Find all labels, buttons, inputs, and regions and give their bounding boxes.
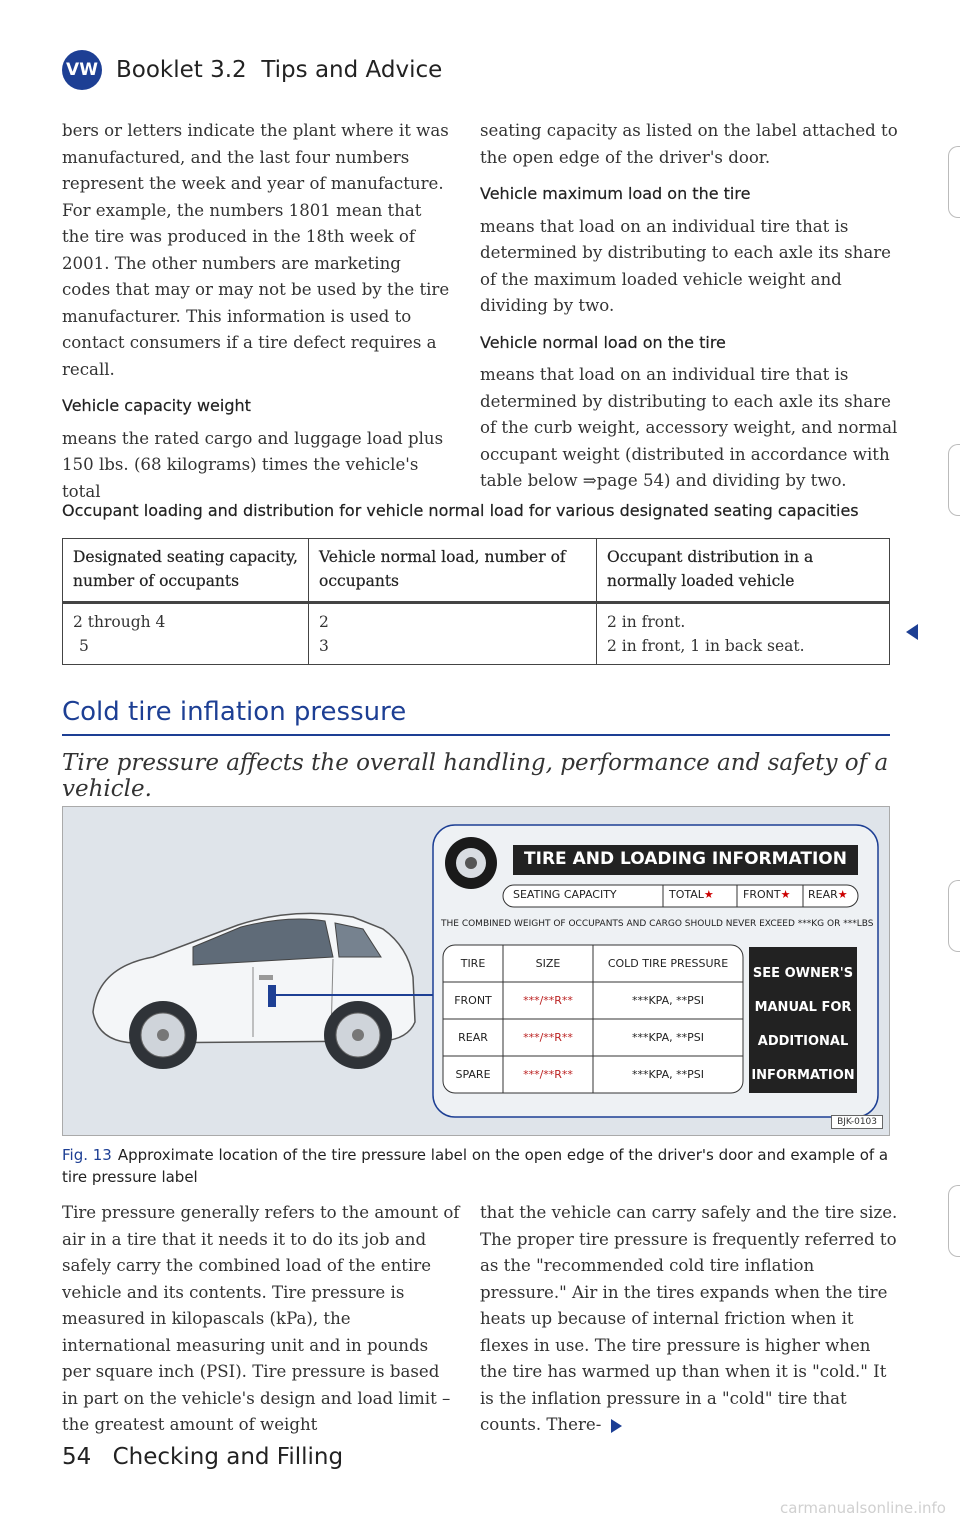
star-icon: ★	[780, 888, 791, 901]
page-footer	[62, 1444, 343, 1470]
section-subtitle: Tire pressure affects the overall handling, performance and safety of a vehicle.	[62, 750, 889, 802]
left-column	[62, 118, 452, 515]
star-icon: ★	[837, 888, 848, 901]
rear-label: REAR★	[808, 888, 848, 901]
owner-line: INFORMATION	[751, 1068, 855, 1083]
cell-line: 2	[319, 613, 329, 631]
paragraph-normal-load: means that load on an individual tire that is determined by distributing to each axle its share of the curb weight, accessory weight, and normal occupant weight (distributed in accordance with table below ⇒page 54) and dividing by two.	[480, 365, 898, 490]
label-title: TIRE AND LOADING INFORMATION	[524, 849, 847, 869]
paragraph-cold-pressure: that the vehicle can carry safely and the tire size. The proper tire pressure is frequently referred to as the "recommended cold tire inflation pressure." Air in the tires expands when the tire heats up because of internal friction when it flexes in use. The tire pressure is higher when the tire has warmed up than when it is "cold." It is the inflation pressure in a "cold" tire that counts. There-	[480, 1203, 898, 1434]
right-column	[480, 118, 900, 505]
bottom-left-column	[62, 1200, 460, 1449]
owner-line: SEE OWNER'S	[752, 966, 854, 981]
paragraph-capacity-weight: means the rated cargo and luggage load plus 150 lbs. (68 kilograms) times the vehicle's total	[62, 428, 444, 501]
figure-caption	[62, 1144, 890, 1188]
seating-capacity-row	[503, 888, 858, 908]
table-header-row	[63, 539, 890, 603]
chapter-title: Tips and Advice	[261, 57, 443, 83]
watermark: carmanualsonline.info	[780, 1499, 946, 1517]
figure-number: Fig. 13	[62, 1146, 112, 1164]
figure-tire-label	[62, 806, 890, 1136]
heading-normal-load: Vehicle normal load on the tire	[480, 332, 726, 352]
table-header-cell: Vehicle normal load, number of occupants	[309, 539, 597, 603]
see-owner-manual-block	[749, 957, 857, 1093]
owner-line: ADDITIONAL	[757, 1034, 849, 1049]
paragraph-maximum-load: means that load on an individual tire that is determined by distributing to each axle its share of the maximum loaded vehicle weight and dividing by two.	[480, 216, 891, 315]
header-title	[116, 57, 442, 83]
cell-line: 3	[319, 637, 329, 655]
edge-tab	[948, 1185, 960, 1257]
heading-maximum-load: Vehicle maximum load on the tire	[480, 184, 751, 203]
total-label: TOTAL★	[669, 888, 714, 901]
col-pressure: COLD TIRE PRESSURE	[607, 957, 729, 970]
owner-line: MANUAL FOR	[754, 1000, 852, 1015]
pressure-front: ***KPA, **PSI	[631, 994, 705, 1007]
edge-tab	[948, 146, 960, 218]
size-spare: ***/**R**	[523, 1068, 573, 1081]
tire-front: FRONT	[454, 994, 492, 1007]
section-title: Cold tire inflation pressure	[62, 697, 407, 727]
table-row	[63, 603, 890, 665]
tire-rear: REAR	[458, 1031, 488, 1044]
bottom-right-column	[480, 1200, 900, 1449]
footer-section: Checking and Filling	[112, 1444, 344, 1470]
table-cell	[63, 603, 309, 665]
table-cell	[597, 603, 890, 665]
table-caption: Occupant loading and distribution for vehicle normal load for various designated seating capacities	[62, 501, 859, 520]
table-header-cell: Designated seating capacity, number of occupants	[63, 539, 309, 603]
paragraph-tire-code: bers or letters indicate the plant where it was manufactured, and the last four numbers represent the week and year of manufacture. For example, the numbers 1801 mean that the tire was produced in the 18th week of 2001. The other numbers are marketing codes that may or may not be used by the tire manufacturer. This information is used to contact consumers if a tire defect requires a recall.	[62, 121, 450, 379]
page-header	[62, 48, 442, 92]
vw-logo-icon: VW	[62, 50, 102, 90]
cell-line: 5	[79, 637, 89, 655]
table-cell	[309, 603, 597, 665]
cell-line: 2 through 4	[73, 613, 166, 631]
occupant-table	[62, 538, 890, 665]
figure-caption-text: Approximate location of the tire pressure label on the open edge of the driver's door and example of a tire pressure label	[62, 1146, 889, 1186]
figure-code: BJK-0103	[831, 1115, 883, 1129]
section-divider	[62, 734, 890, 736]
cell-line: 2 in front, 1 in back seat.	[607, 637, 805, 655]
continue-arrow-icon	[611, 1419, 622, 1433]
page-number: 54	[62, 1444, 92, 1470]
size-front: ***/**R**	[523, 994, 573, 1007]
pressure-rear: ***KPA, **PSI	[631, 1031, 705, 1044]
paragraph-tire-pressure: Tire pressure generally refers to the amount of air in a tire that it needs it to do its job and safely carry the combined load of the entire vehicle and its contents. Tire pressure is measured in kilopascals (kPa), the international measuring unit and in pounds per square inch (PSI). Tire pressure is based in part on the vehicle's design and load limit – the greatest amount of weight	[62, 1203, 460, 1434]
tire-spare: SPARE	[455, 1068, 491, 1081]
edge-tab	[948, 444, 960, 516]
seating-capacity-label: SEATING CAPACITY	[513, 888, 617, 901]
table-header-cell: Occupant distribution in a normally loaded vehicle	[597, 539, 890, 603]
end-of-section-marker-icon	[906, 624, 918, 640]
front-label: FRONT★	[743, 888, 791, 901]
col-tire: TIRE	[460, 957, 486, 970]
edge-tab	[948, 880, 960, 952]
car-illustration-icon	[93, 913, 463, 1069]
col-size: SIZE	[535, 957, 561, 970]
pressure-spare: ***KPA, **PSI	[631, 1068, 705, 1081]
paragraph-capacity-continued: seating capacity as listed on the label attached to the open edge of the driver's door.	[480, 121, 898, 167]
heading-capacity-weight: Vehicle capacity weight	[62, 396, 251, 415]
size-rear: ***/**R**	[523, 1031, 573, 1044]
cell-line: 2 in front.	[607, 613, 686, 631]
booklet-number: Booklet 3.2	[116, 57, 247, 83]
combined-weight-text: THE COMBINED WEIGHT OF OCCUPANTS AND CARGO SHOULD NEVER EXCEED ***KG OR ***LBS	[441, 919, 874, 929]
star-icon: ★	[703, 888, 714, 901]
